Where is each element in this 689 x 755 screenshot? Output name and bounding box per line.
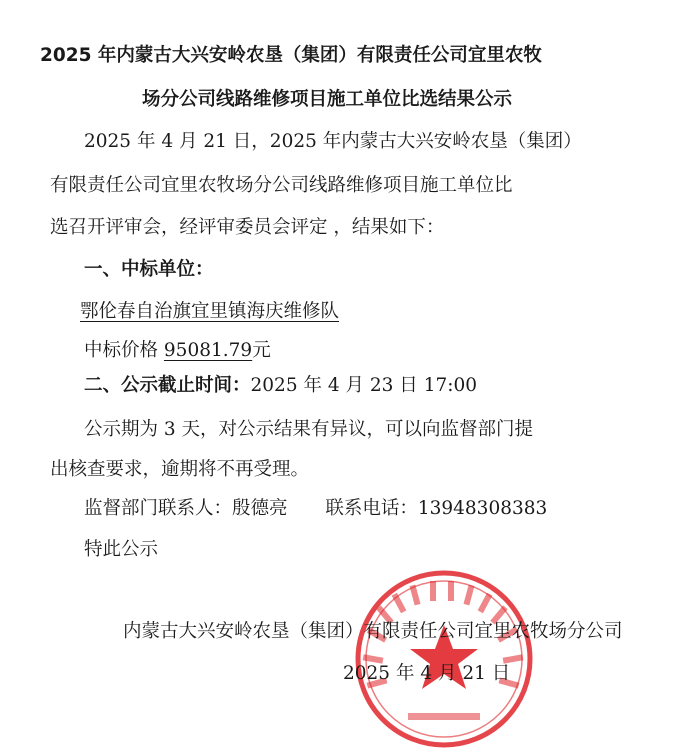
intro-line-3: 选召开评审会，经评审委员会评定 ，结果如下： [50, 217, 445, 238]
phone-label: 联系电话： [325, 498, 418, 519]
contact-name: 殷德亮 [232, 498, 288, 519]
signature-org: 内蒙古大兴安岭农垦（集团）有限责任公司宜里农牧场分公司 [123, 621, 623, 642]
contact-label: 监督部门联系人： [84, 498, 233, 519]
price-unit: 元 [252, 340, 271, 361]
notice-line-1: 公示期为 3 天，对公示结果有异议，可以向监督部门提 [84, 419, 534, 440]
deadline-row [84, 374, 477, 398]
price-label: 中标价格 [84, 340, 159, 361]
contact-row [84, 497, 547, 521]
intro-line-1: 2025 年 4 月 21 日，2025 年内蒙古大兴安岭农垦（集团） [84, 131, 582, 152]
intro-line-2: 有限责任公司宜里农牧场分公司线路维修项目施工单位比 [50, 175, 513, 196]
section1-heading: 一、中标单位： [84, 259, 214, 280]
notice-line-2: 出核查要求，逾期将不再受理。 [50, 459, 310, 480]
title-line-2: 场分公司线路维修项目施工单位比选结果公示 [142, 89, 513, 110]
deadline-value: 2025 年 4 月 23 日 17:00 [250, 375, 478, 396]
closing-text: 特此公示 [84, 539, 159, 560]
signature-date: 2025 年 4 月 21 日 [343, 663, 511, 684]
price-row [84, 339, 271, 363]
official-seal [352, 567, 536, 751]
section2-heading: 二、公示截止时间： [84, 375, 251, 396]
price-value: 95081.79 [163, 340, 253, 361]
title-line-1: 2025 年内蒙古大兴安岭农垦（集团）有限责任公司宜里农牧 [40, 45, 542, 66]
phone-value: 13948308383 [417, 498, 548, 519]
winner-name: 鄂伦春自治旗宜里镇海庆维修队 [80, 301, 340, 322]
